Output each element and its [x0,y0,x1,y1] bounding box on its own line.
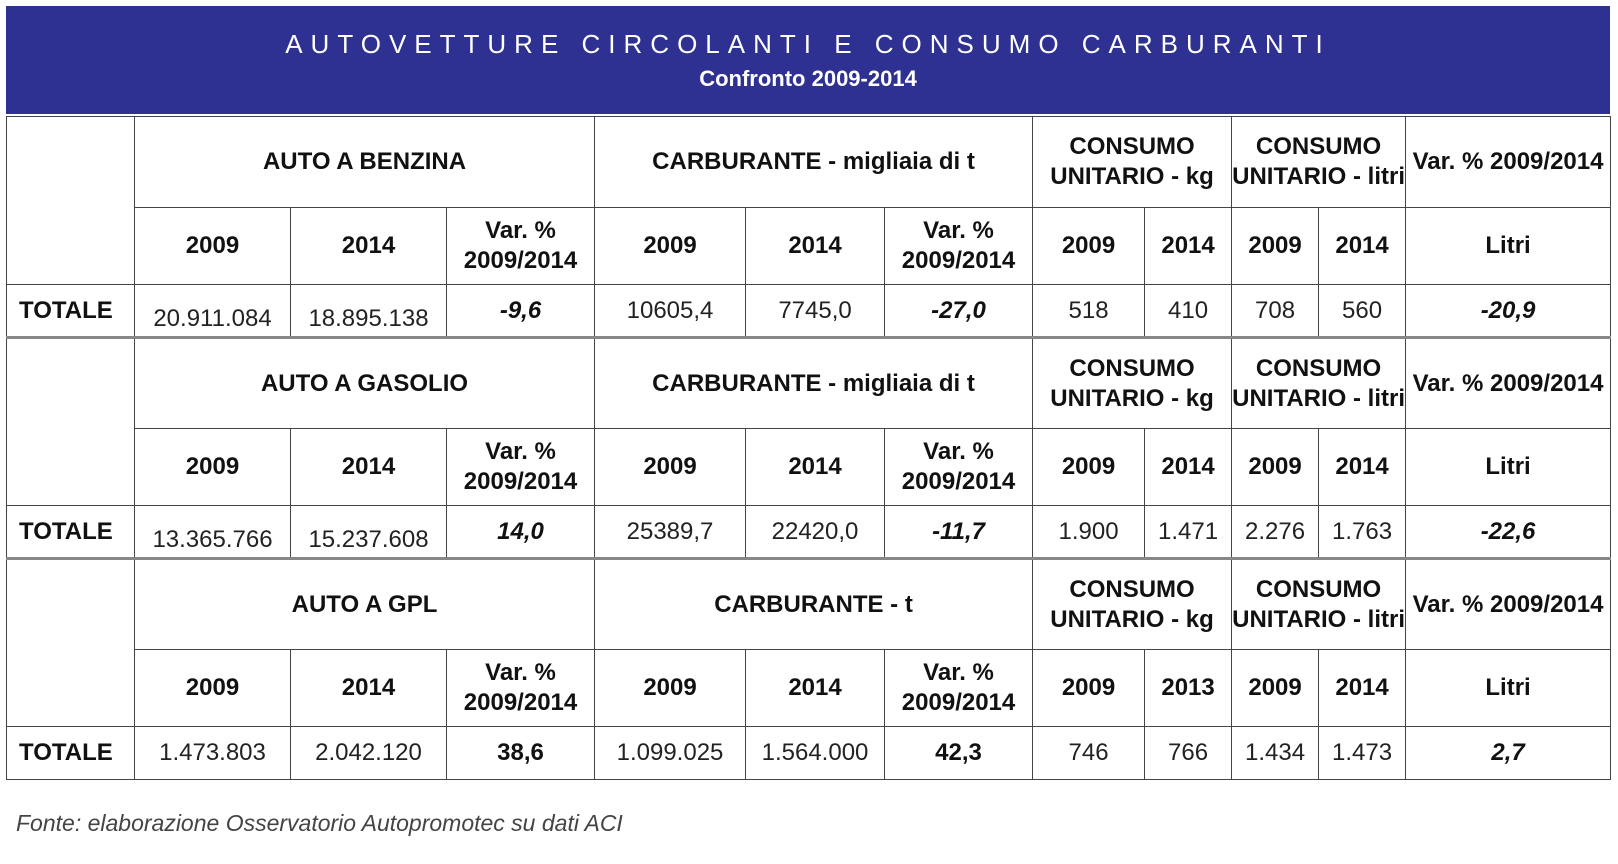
data-cell: 1.471 [1145,506,1232,559]
data-cell: 518 [1033,285,1145,338]
consumo-kg-header: CONSUMO UNITARIO - kg [1033,117,1232,208]
totale-row [7,285,1611,338]
totale-row [7,506,1611,559]
column-subheader: Var. % 2009/2014 [885,208,1033,285]
row-label: TOTALE [7,727,135,780]
table-title: AUTOVETTURE CIRCOLANTI E CONSUMO CARBURANTI [285,29,1331,59]
column-subheader: Var. % 2009/2014 [447,208,595,285]
column-subheader: Var. % 2009/2014 [885,429,1033,506]
table-subtitle: Confronto 2009-2014 [699,66,917,91]
column-subheader: 2009 [1033,208,1145,285]
fuel-header: CARBURANTE - migliaia di t [595,338,1033,429]
column-subheader: Litri [1406,429,1611,506]
var-header: Var. % 2009/2014 [1406,338,1611,429]
data-cell: 20.911.084 [135,285,291,338]
row-label: TOTALE [7,285,135,338]
section-header-row [7,559,1611,650]
data-cell: 410 [1145,285,1232,338]
data-cell: -9,6 [447,285,595,338]
data-cell: 2.042.120 [291,727,447,780]
data-cell: 42,3 [885,727,1033,780]
data-cell: 1.900 [1033,506,1145,559]
vehicle-header: AUTO A GPL [135,559,595,650]
column-subheader: Var. % 2009/2014 [447,650,595,727]
section-subheader-row [7,650,1611,727]
data-cell: 2,7 [1406,727,1611,780]
column-subheader: 2014 [291,208,447,285]
data-cell: 10605,4 [595,285,746,338]
column-subheader: 2009 [1232,650,1319,727]
column-subheader: 2009 [595,208,746,285]
title-banner [6,6,1610,114]
data-cell: 1.763 [1319,506,1406,559]
column-subheader: 2009 [1232,208,1319,285]
corner-cell [7,208,135,285]
data-cell: 13.365.766 [135,506,291,559]
column-subheader: 2009 [135,208,291,285]
data-cell: -20,9 [1406,285,1611,338]
column-subheader: 2014 [746,429,885,506]
fuel-header: CARBURANTE - migliaia di t [595,117,1033,208]
column-subheader: 2014 [1319,650,1406,727]
row-label: TOTALE [7,506,135,559]
consumo-litri-header: CONSUMO UNITARIO - litri [1232,559,1406,650]
data-cell: 7745,0 [746,285,885,338]
data-cell: 1.473.803 [135,727,291,780]
data-cell: 14,0 [447,506,595,559]
data-cell: 766 [1145,727,1232,780]
column-subheader: Var. % 2009/2014 [447,429,595,506]
var-header: Var. % 2009/2014 [1406,117,1611,208]
fuel-header: CARBURANTE - t [595,559,1033,650]
column-subheader: 2014 [746,208,885,285]
column-subheader: 2014 [1319,208,1406,285]
corner-cell [7,338,135,429]
data-cell: 38,6 [447,727,595,780]
data-cell: 2.276 [1232,506,1319,559]
data-cell: 1.564.000 [746,727,885,780]
corner-cell [7,650,135,727]
vehicle-header: AUTO A GASOLIO [135,338,595,429]
section-subheader-row [7,429,1611,506]
column-subheader: Var. % 2009/2014 [885,650,1033,727]
totale-row [7,727,1611,780]
data-cell: 1.473 [1319,727,1406,780]
column-subheader: 2009 [1033,429,1145,506]
column-subheader: Litri [1406,650,1611,727]
column-subheader: 2014 [291,429,447,506]
data-cell: 746 [1033,727,1145,780]
column-subheader: 2009 [1232,429,1319,506]
section-header-row [7,117,1611,208]
consumo-kg-header: CONSUMO UNITARIO - kg [1033,338,1232,429]
corner-cell [7,117,135,208]
consumo-kg-header: CONSUMO UNITARIO - kg [1033,559,1232,650]
column-subheader: 2009 [595,429,746,506]
data-cell: 560 [1319,285,1406,338]
data-cell: -22,6 [1406,506,1611,559]
column-subheader: 2009 [1033,650,1145,727]
column-subheader: 2014 [1145,429,1232,506]
column-subheader: 2014 [1145,208,1232,285]
data-cell: 1.099.025 [595,727,746,780]
section-header-row [7,338,1611,429]
column-subheader: 2014 [291,650,447,727]
column-subheader: 2009 [595,650,746,727]
data-cell: 25389,7 [595,506,746,559]
column-subheader: Litri [1406,208,1611,285]
consumo-litri-header: CONSUMO UNITARIO - litri [1232,338,1406,429]
data-cell: 18.895.138 [291,285,447,338]
column-subheader: 2009 [135,429,291,506]
data-cell: 15.237.608 [291,506,447,559]
data-cell: 1.434 [1232,727,1319,780]
column-subheader: 2009 [135,650,291,727]
data-cell: -11,7 [885,506,1033,559]
data-cell: 708 [1232,285,1319,338]
var-header: Var. % 2009/2014 [1406,559,1611,650]
corner-cell [7,429,135,506]
data-cell: 22420,0 [746,506,885,559]
data-cell: -27,0 [885,285,1033,338]
corner-cell [7,559,135,650]
consumo-litri-header: CONSUMO UNITARIO - litri [1232,117,1406,208]
source-note: Fonte: elaborazione Osservatorio Autopromotec su dati ACI [16,810,623,836]
section-subheader-row [7,208,1611,285]
column-subheader: 2013 [1145,650,1232,727]
data-table [6,116,1611,780]
vehicle-header: AUTO A BENZINA [135,117,595,208]
column-subheader: 2014 [746,650,885,727]
column-subheader: 2014 [1319,429,1406,506]
